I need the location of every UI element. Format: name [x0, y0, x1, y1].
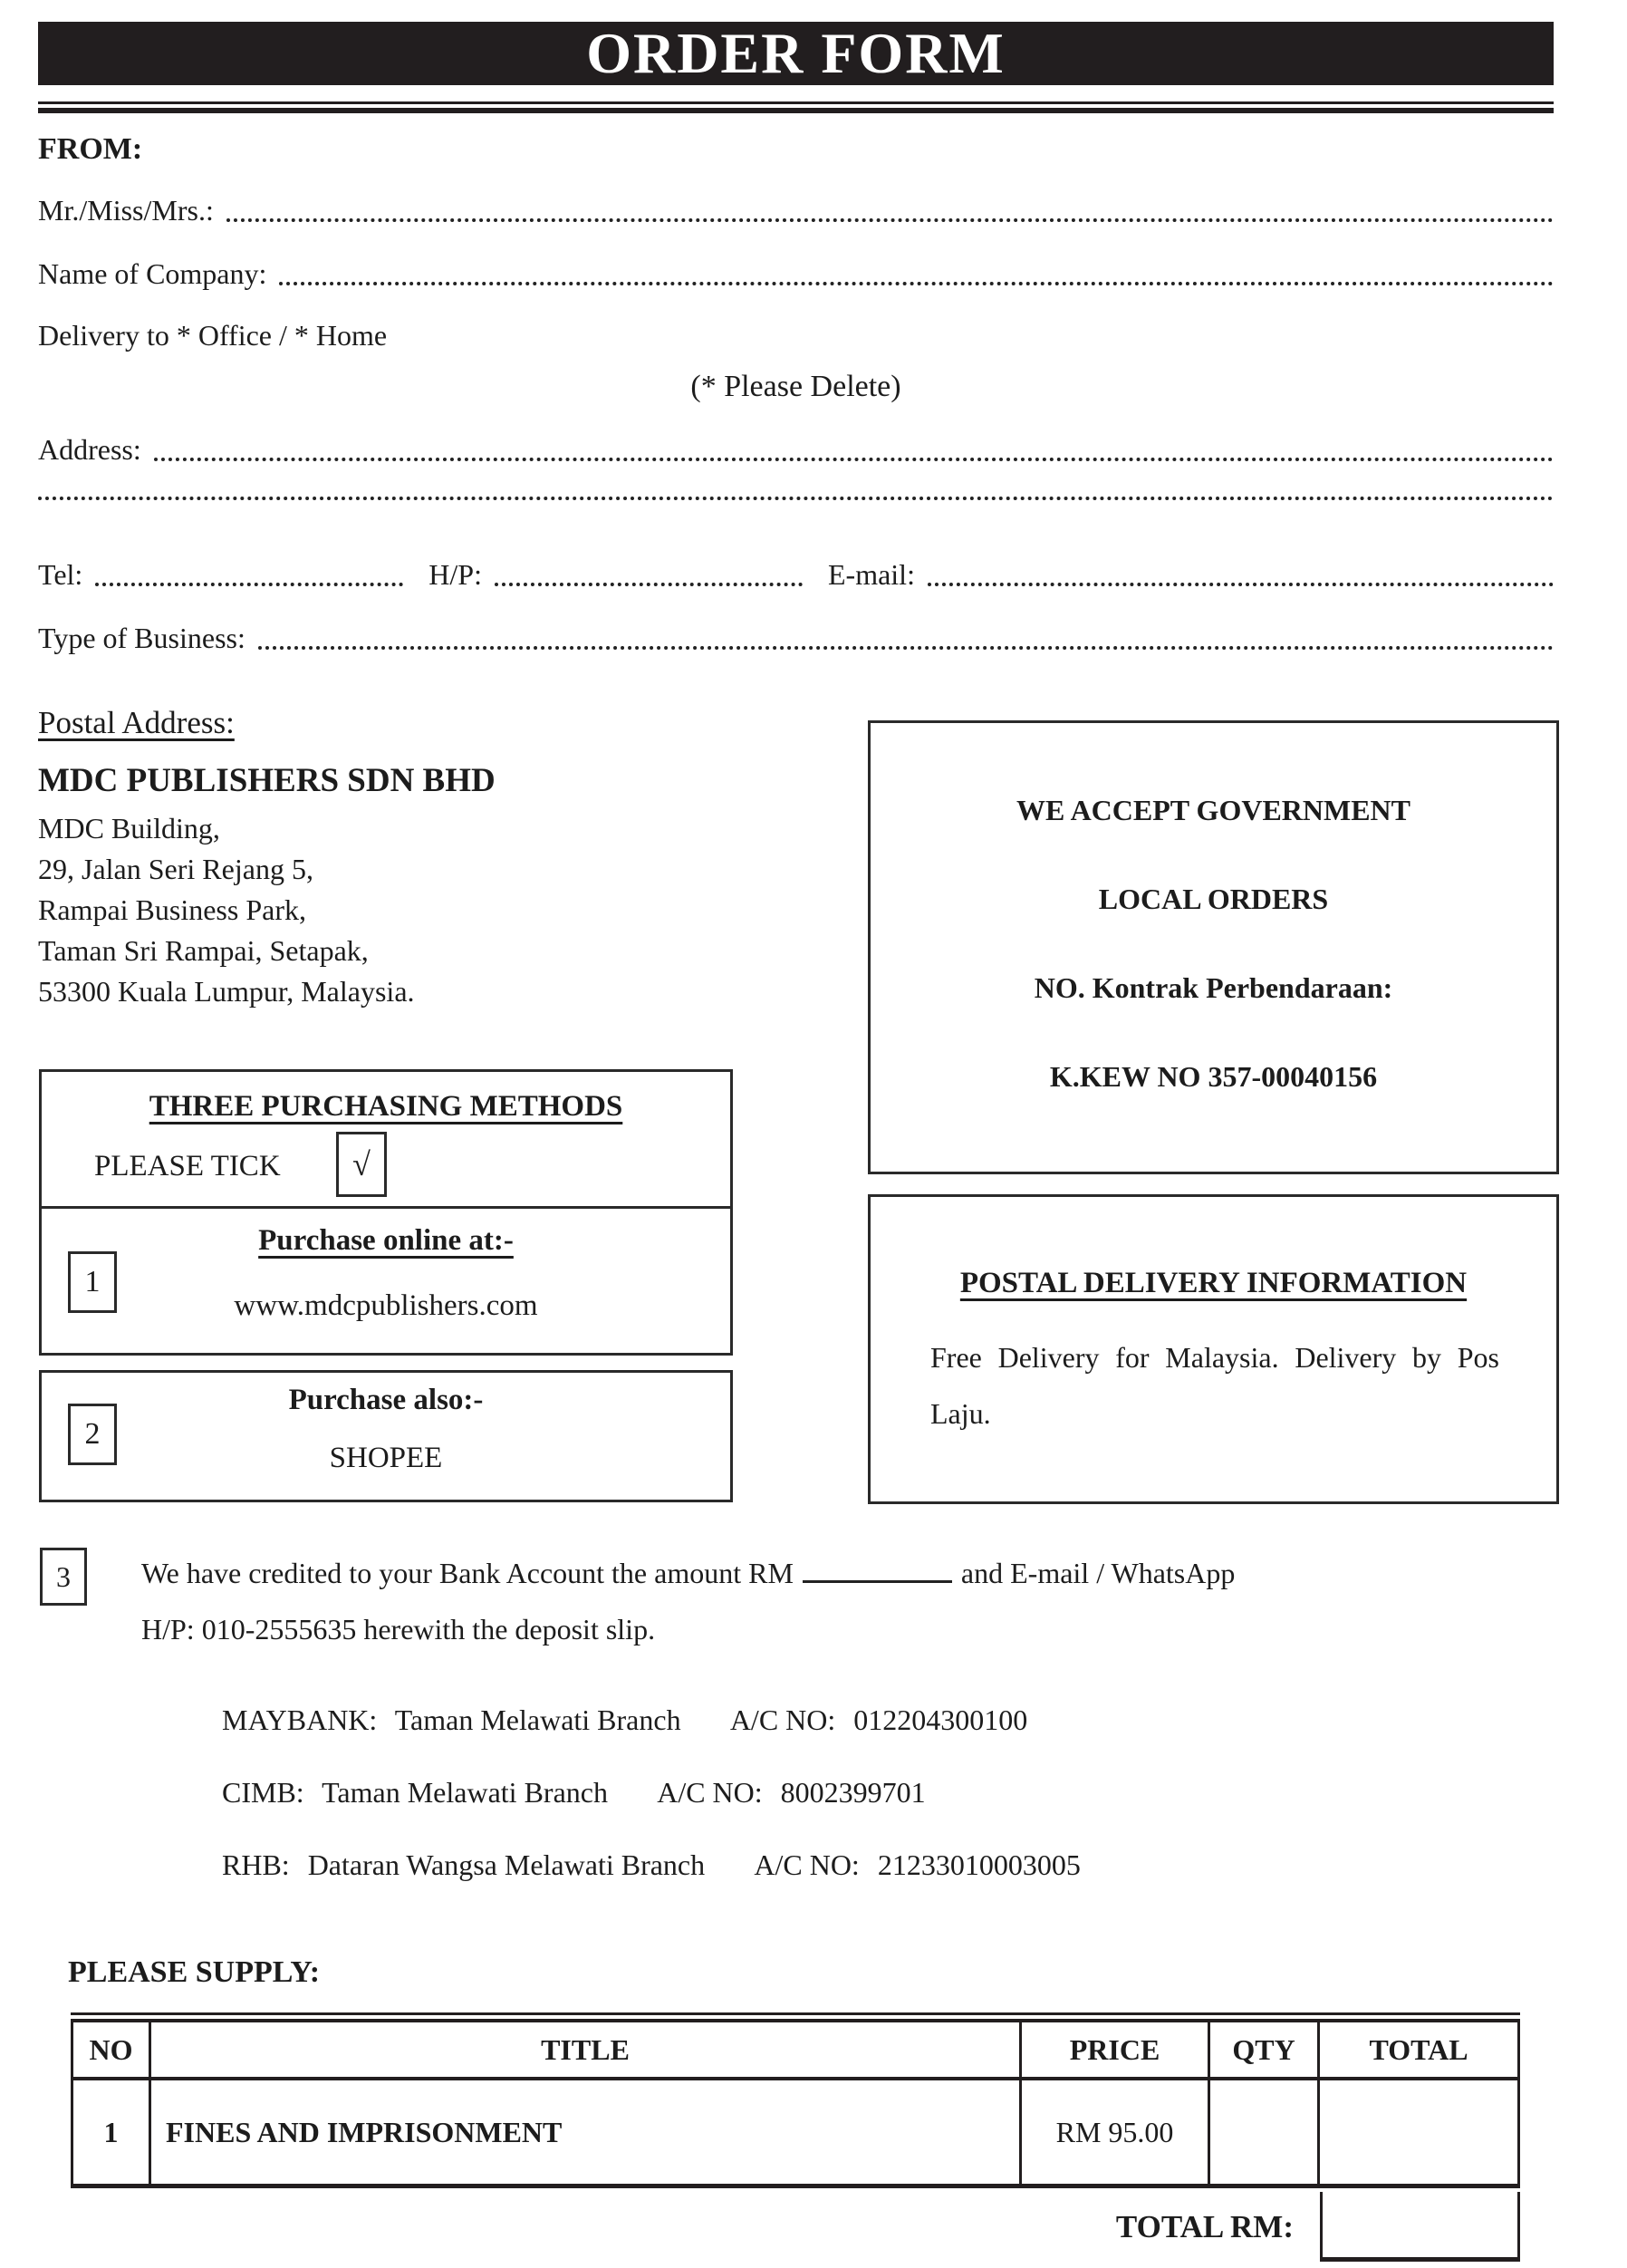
email-label: E-mail:	[827, 558, 915, 591]
bank-name: CIMB:	[222, 1776, 304, 1809]
from-heading: FROM:	[38, 132, 143, 166]
postal-address-line: Rampai Business Park,	[38, 893, 306, 926]
method1-heading: Purchase online at:-	[258, 1224, 514, 1257]
method2-number: 2	[84, 1417, 101, 1451]
gov-line-4: K.KEW NO 357-00040156	[1049, 1060, 1378, 1093]
please-supply-heading: PLEASE SUPPLY:	[68, 1955, 321, 1989]
col-header-no: NO	[73, 2022, 151, 2080]
company-row	[38, 257, 1554, 291]
address-label: Address:	[38, 433, 141, 466]
account-label: A/C NO:	[657, 1776, 763, 1809]
purchase-also-box	[39, 1370, 733, 1502]
bank-branch: Taman Melawati Branch	[322, 1776, 608, 1809]
bank-row-rhb	[222, 1848, 1081, 1882]
row-qty-cell[interactable]	[1210, 2080, 1320, 2184]
name-input-line[interactable]	[226, 218, 1554, 222]
bank-name: MAYBANK:	[222, 1703, 378, 1736]
gov-line-1: WE ACCEPT GOVERNMENT	[1016, 794, 1410, 826]
purchasing-methods-title: THREE PURCHASING METHODS	[149, 1090, 623, 1123]
tel-input-line[interactable]	[95, 583, 403, 586]
method3-number: 3	[56, 1559, 71, 1593]
account-number: 012204300100	[853, 1703, 1028, 1736]
contact-row	[38, 558, 1554, 592]
row-title-cell: FINES AND IMPRISONMENT	[151, 2080, 1022, 2184]
method2-heading: Purchase also:-	[288, 1384, 484, 1416]
company-label: Name of Company:	[38, 257, 267, 290]
bank-row-maybank	[222, 1703, 1027, 1737]
address-input-line[interactable]	[154, 458, 1554, 461]
title-bar	[38, 22, 1554, 85]
postal-address-heading: Postal Address:	[38, 705, 235, 740]
delivery-label: Delivery to * Office / * Home	[38, 319, 388, 352]
company-input-line[interactable]	[279, 282, 1554, 285]
please-delete-note: (* Please Delete)	[690, 370, 901, 403]
divider-thin	[38, 101, 1554, 104]
publisher-website-url: www.mdcpublishers.com	[234, 1289, 538, 1322]
postal-delivery-title: POSTAL DELIVERY INFORMATION	[959, 1267, 1468, 1299]
tel-label: Tel:	[38, 558, 83, 591]
total-rm-value-cell[interactable]	[1320, 2192, 1520, 2262]
supply-table	[71, 2019, 1520, 2188]
hp-label: H/P:	[428, 558, 482, 591]
col-header-price: PRICE	[1022, 2022, 1210, 2080]
government-orders-box	[868, 720, 1559, 1174]
total-rm-label: TOTAL RM:	[1115, 2209, 1294, 2244]
business-input-line[interactable]	[258, 646, 1554, 650]
hp-input-line[interactable]	[495, 583, 803, 586]
account-number: 21233010003005	[877, 1848, 1081, 1881]
business-label: Type of Business:	[38, 622, 245, 654]
divider-thick	[38, 108, 1554, 113]
table-row	[73, 2080, 1517, 2184]
row-price-cell: RM 95.00	[1022, 2080, 1210, 2184]
method3-number-box	[40, 1548, 87, 1606]
credit-text-suffix: and E-mail / WhatsApp	[960, 1557, 1236, 1589]
name-label: Mr./Miss/Mrs.:	[38, 194, 214, 227]
bank-branch: Taman Melawati Branch	[394, 1703, 681, 1736]
col-header-title: TITLE	[151, 2022, 1022, 2080]
bank-branch: Dataran Wangsa Melawati Branch	[307, 1848, 706, 1881]
address-row-2	[38, 497, 1554, 506]
credit-text-prefix: We have credited to your Bank Account the amount RM	[141, 1557, 794, 1589]
shopee-label: SHOPEE	[329, 1442, 443, 1474]
gov-line-3: NO. Kontrak Perbendaraan:	[1034, 971, 1393, 1004]
address-input-line-2[interactable]	[38, 497, 1554, 500]
please-tick-label: PLEASE TICK	[94, 1150, 281, 1182]
postal-address-line: 53300 Kuala Lumpur, Malaysia.	[38, 975, 415, 1008]
account-label: A/C NO:	[729, 1703, 836, 1736]
bank-name: RHB:	[222, 1848, 290, 1881]
table-header-row	[73, 2022, 1517, 2080]
email-input-line[interactable]	[928, 583, 1554, 586]
business-row	[38, 622, 1554, 655]
postal-delivery-body: Free Delivery for Malaysia. Delivery by Pos Laju.	[930, 1341, 1499, 1430]
name-row	[38, 194, 1554, 227]
delivery-row	[38, 319, 1554, 352]
publisher-name: MDC PUBLISHERS SDN BHD	[38, 762, 496, 799]
postal-address-line: MDC Building,	[38, 812, 220, 844]
row-no-cell: 1	[73, 2080, 151, 2184]
bank-row-cimb	[222, 1776, 926, 1810]
table-top-hairline	[71, 2012, 1520, 2015]
method1-number: 1	[84, 1265, 101, 1298]
bank-credit-line-1	[141, 1557, 1464, 1590]
gov-line-2: LOCAL ORDERS	[1098, 883, 1329, 915]
account-number: 8002399701	[780, 1776, 926, 1809]
bank-credit-line-2: H/P: 010-2555635 herewith the deposit slip.	[141, 1613, 656, 1646]
postal-address-line: 29, Jalan Seri Rejang 5,	[38, 853, 313, 885]
postal-delivery-box	[868, 1194, 1559, 1504]
purchasing-box-divider	[42, 1206, 730, 1209]
address-row	[38, 433, 1554, 467]
tick-checkbox[interactable]	[336, 1132, 387, 1197]
row-total-cell[interactable]	[1320, 2080, 1517, 2184]
page-title: ORDER FORM	[586, 21, 1006, 85]
amount-blank-line[interactable]	[803, 1560, 952, 1583]
postal-address-line: Taman Sri Rampai, Setapak,	[38, 934, 369, 967]
tick-mark-icon: √	[352, 1146, 371, 1182]
col-header-qty: QTY	[1210, 2022, 1320, 2080]
account-label: A/C NO:	[754, 1848, 860, 1881]
purchasing-methods-box	[39, 1069, 733, 1356]
col-header-total: TOTAL	[1320, 2022, 1517, 2080]
